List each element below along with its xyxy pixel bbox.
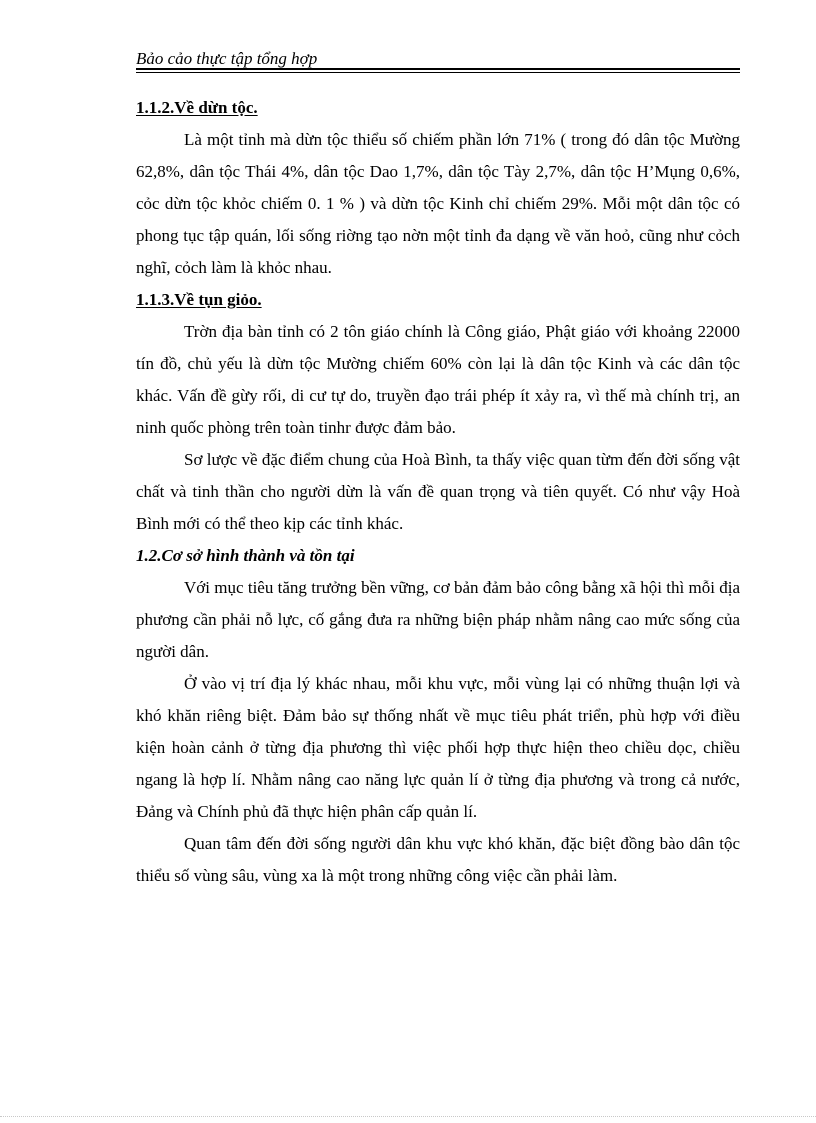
- paragraph-religion: Trờn địa bàn tỉnh có 2 tôn giáo chính là Công giáo, Phật giáo với khoảng 22000 tín đồ, chủ yếu là dừn tộc Mường chiếm 60% còn lại là dân tộc Kinh và các dân tộc khác. Vấn đề gừy rối, di cư tự do, truyền đạo trái phép ít xảy ra, vì thế mà chính trị, an ninh quốc phòng trên toàn tinhr được đảm bảo.: [136, 322, 740, 437]
- paragraph-ethnicity: Là một tỉnh mà dừn tộc thiểu số chiếm phần lớn 71% ( trong đó dân tộc Mường 62,8%, dân tộc Thái 4%, dân tộc Dao 1,7%, dân tộc Tày 2,7%, dân tộc H’Mụng 0,6%, cỏc dừn tộc khỏc chiếm 0. 1 % ) và dừn tộc Kinh chỉ chiếm 29%. Mỗi một dân tộc có phong tục tập quán, lối sống riờng tạo nờn một tỉnh đa dạng về văn hoỏ, cũng như cỏch nghĩ, cỏch làm là khỏc nhau.: [136, 130, 740, 277]
- page-bottom-border: [0, 1116, 816, 1118]
- page-header: [136, 48, 740, 72]
- section-heading-religion: 1.1.3.Về tụn giỏo.: [136, 290, 262, 309]
- document-body: [136, 92, 740, 892]
- header-rule-thin: [136, 72, 740, 73]
- paragraph-regions: Ở vào vị trí địa lý khác nhau, mỗi khu vực, mỗi vùng lại có những thuận lợi và khó khăn riêng biệt. Đảm bảo sự thống nhất về mục tiêu phát triển, phù hợp với điều kiện hoàn cảnh ở từng địa phương thì việc phối hợp thực hiện theo chiều dọc, chiều ngang là hợp lí. Nhằm nâng cao năng lực quản lí ở từng địa phương và trong cả nước, Đảng và Chính phủ đã thực hiện phân cấp quản lí.: [136, 674, 740, 821]
- header-rule-thick: [136, 68, 740, 70]
- section-heading-ethnicity: 1.1.2.Về dừn tộc.: [136, 98, 258, 117]
- section-heading-basis: 1.2.Cơ sở hình thành và tồn tại: [136, 546, 355, 565]
- paragraph-concern: Quan tâm đến đời sống người dân khu vực khó khăn, đặc biệt đồng bào dân tộc thiểu số vùng sâu, vùng xa là một trong những công việc cần phải làm.: [136, 834, 740, 885]
- header-title: Bảo cảo thực tập tổng hợp: [136, 49, 318, 68]
- paragraph-goals: Với mục tiêu tăng trưởng bền vững, cơ bản đảm bảo công bằng xã hội thì mỗi địa phương cần phải nỗ lực, cố gắng đưa ra những biện pháp nhằm nâng cao mức sống của người dân.: [136, 578, 740, 661]
- paragraph-overview: Sơ lược về đặc điểm chung của Hoà Bình, ta thấy việc quan từm đến đời sống vật chất và tinh thần cho người dừn là vấn đề quan trọng và tiên quyết. Có như vậy Hoà Bình mới có thể theo kịp các tỉnh khác.: [136, 450, 740, 533]
